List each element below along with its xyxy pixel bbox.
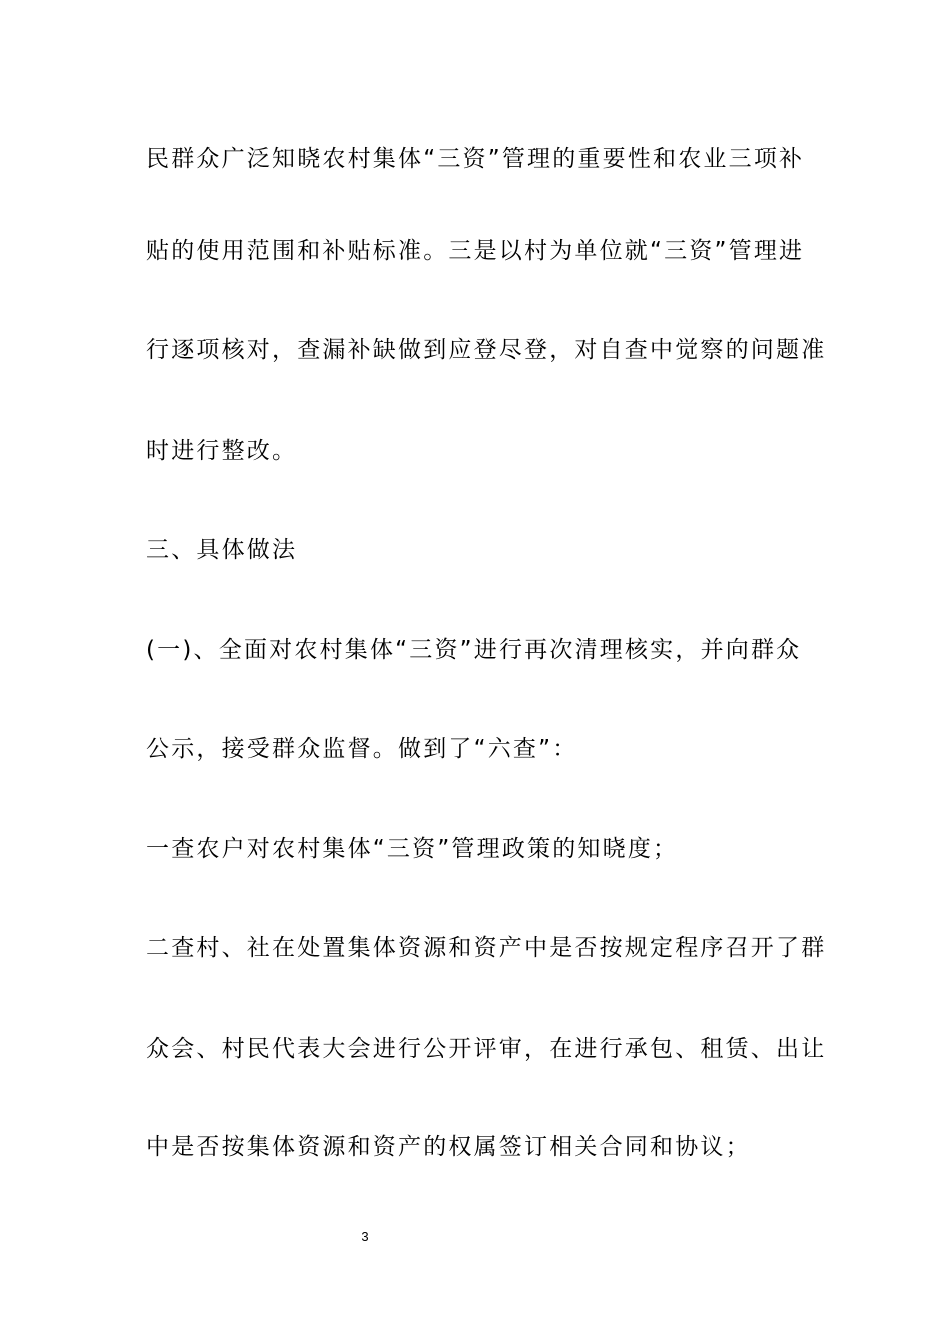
- section-heading: 三、具体做法: [146, 537, 298, 563]
- paragraph-line: 行逐项核对，查漏补缺做到应登尽登，对自查中觉察的问题准: [146, 337, 827, 363]
- paragraph-line: 众会、村民代表大会进行公开评审，在进行承包、租赁、出让: [146, 1036, 827, 1062]
- paragraph-line: 时进行整改。: [146, 438, 298, 464]
- paragraph-line: 一查农户对农村集体“三资”管理政策的知晓度；: [146, 836, 679, 862]
- page-number: 3: [361, 1229, 369, 1244]
- paragraph-line: (一)、全面对农村集体“三资”进行再次清理核实，并向群众: [146, 637, 802, 663]
- paragraph-line: 民群众广泛知晓农村集体“三资”管理的重要性和农业三项补: [146, 146, 805, 172]
- paragraph-line: 中是否按集体资源和资产的权属签订相关合同和协议；: [146, 1134, 751, 1160]
- paragraph-line: 公示，接受群众监督。做到了“六查”：: [146, 736, 578, 762]
- paragraph-line: 二查村、社在处置集体资源和资产中是否按规定程序召开了群: [146, 935, 827, 961]
- paragraph-line: 贴的使用范围和补贴标准。三是以村为单位就“三资”管理进: [146, 238, 805, 264]
